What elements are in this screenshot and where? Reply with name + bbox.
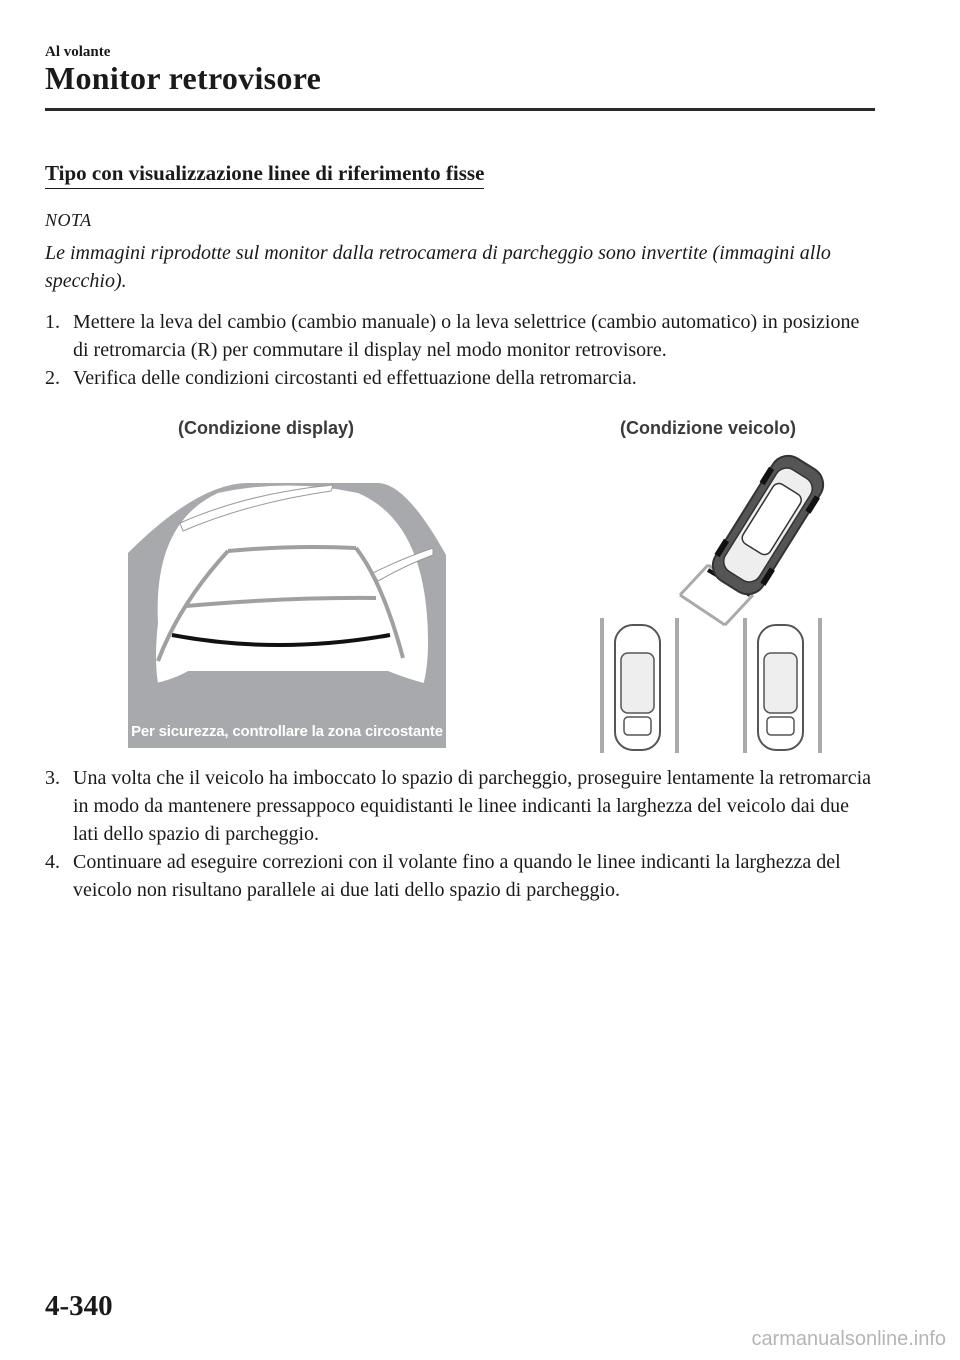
step-2 xyxy=(45,364,875,392)
title-rule xyxy=(45,108,875,111)
step-3 xyxy=(45,764,875,848)
vehicle-caption: (Condizione veicolo) xyxy=(620,418,797,438)
step-4 xyxy=(45,848,875,904)
step-text: Verifica delle condizioni circostanti ed effettuazione della retromarcia. xyxy=(73,367,637,389)
rear-camera-display-illustration xyxy=(128,483,446,748)
display-caption: (Condizione display) xyxy=(178,418,355,438)
parking-line xyxy=(600,618,604,753)
parked-car-left xyxy=(615,625,660,750)
step-number: 4. xyxy=(45,851,60,873)
page-title: Monitor retrovisore xyxy=(45,60,322,96)
step-text: Mettere la leva del cambio (cambio manuale) o la leva selettrice (cambio automatico) in posizione di retromarcia (R) per commutare il display nel modo monitor retrovisore. xyxy=(73,311,860,361)
page-number: 4-340 xyxy=(45,1290,113,1322)
step-number: 1. xyxy=(45,311,60,333)
parking-line xyxy=(743,618,747,753)
parking-vehicle-illustration xyxy=(580,440,840,760)
subheading: Tipo con visualizzazione linee di riferimento fisse xyxy=(45,160,484,189)
watermark: carmanualsonline.info xyxy=(751,1328,946,1350)
reversing-car xyxy=(704,448,831,602)
step-text: Una volta che il veicolo ha imboccato lo spazio di parcheggio, proseguire lentamente la retromarcia in modo da mantenere pressappoco equidistanti le linee indicanti la larghezza del veicolo dai due lati dello spazio di parcheggio. xyxy=(73,767,872,845)
note-text: Le immagini riprodotte sul monitor dalla retrocamera di parcheggio sono invertite (immagini allo specchio). xyxy=(45,242,831,292)
section-label: Al volante xyxy=(45,44,111,60)
parking-line xyxy=(818,618,822,753)
note-label: NOTA xyxy=(45,210,92,230)
step-1 xyxy=(45,308,875,364)
parking-line xyxy=(675,618,679,753)
parked-car-right xyxy=(758,625,803,750)
step-text: Continuare ad eseguire correzioni con il volante fino a quando le linee indicanti la larghezza del veicolo non risultano parallele ai due lati dello spazio di parcheggio. xyxy=(73,851,841,901)
step-number: 3. xyxy=(45,767,60,789)
display-warning: Per sicurezza, controllare la zona circostante xyxy=(131,723,443,740)
step-number: 2. xyxy=(45,367,60,389)
